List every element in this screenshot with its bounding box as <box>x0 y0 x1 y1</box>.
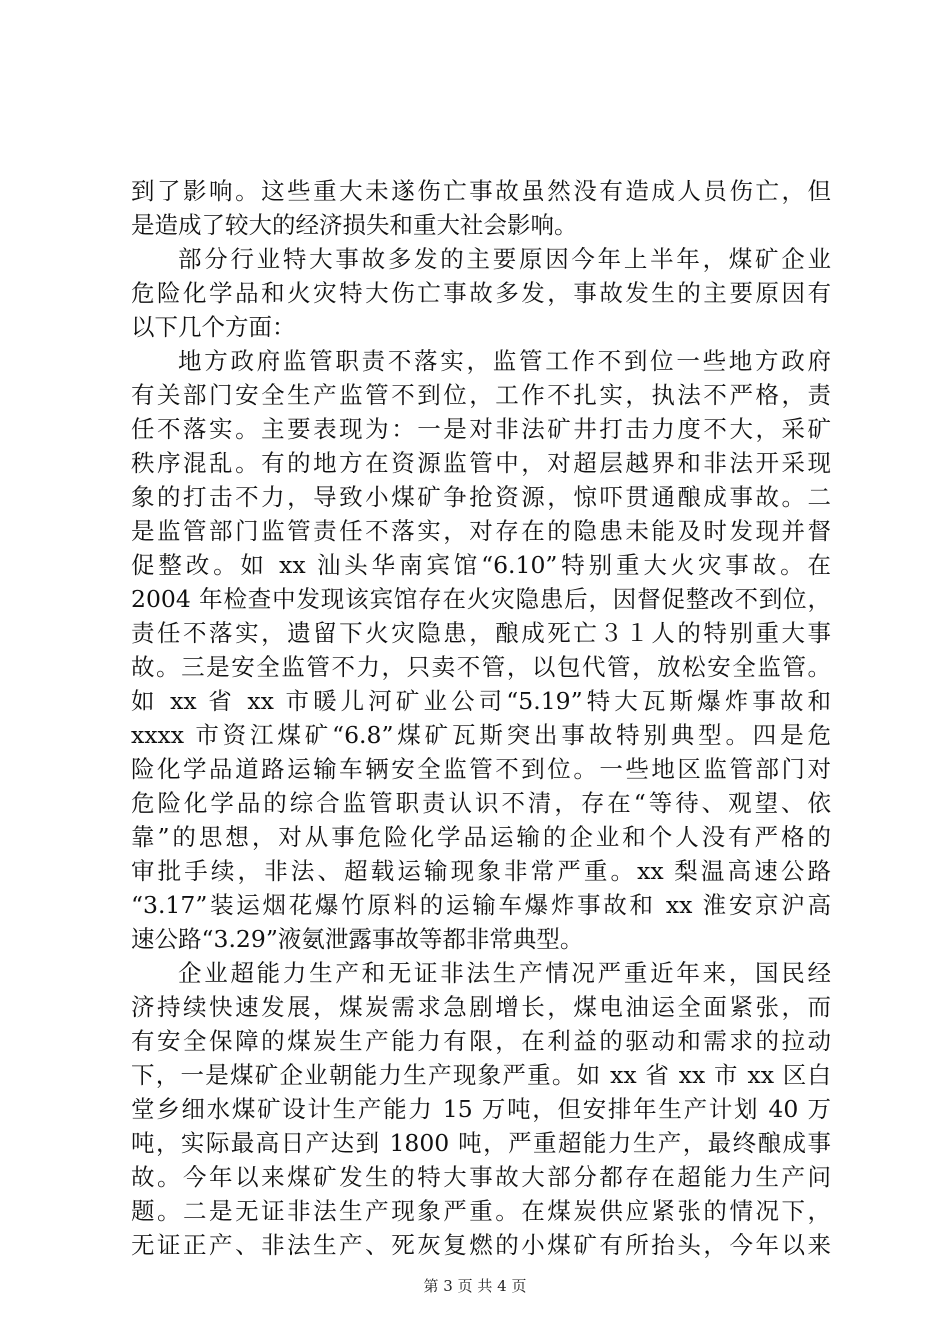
text-line: 责任不落实，遗留下火灾隐患，酿成死亡３１人的特别重大事 <box>131 619 831 647</box>
text-line: 堂乡细水煤矿设计生产能力 15 万吨，但安排年生产计划 40 万 <box>131 1095 831 1123</box>
document-body <box>131 174 831 1262</box>
paragraph-start-line: 地方政府监管职责不落实，监管工作不到位一些地方政府 <box>178 347 831 375</box>
text-line: 故。今年以来煤矿发生的特大事故大部分都存在超能力生产问 <box>131 1163 831 1191</box>
text-line: 故。三是安全监管不力，只卖不管，以包代管，放松安全监管。 <box>131 653 831 681</box>
text-line: 象的打击不力，导致小煤矿争抢资源，惊吓贯通酿成事故。二 <box>131 483 831 511</box>
text-line: 下，一是煤矿企业朝能力生产现象严重。如 xx 省 xx 市 xx 区白 <box>131 1061 831 1089</box>
text-line: 是监管部门监管责任不落实，对存在的隐患未能及时发现并督 <box>131 517 831 545</box>
text-line: 审批手续，非法、超载运输现象非常严重。xx 梨温高速公路 <box>131 857 831 885</box>
text-line: 危险化学品的综合监管职责认识不清，存在“等待、观望、依 <box>131 789 831 817</box>
text-line: 是造成了较大的经济损失和重大社会影响。 <box>131 211 578 239</box>
text-line: 任不落实。主要表现为：一是对非法矿井打击力度不大，采矿 <box>131 415 831 443</box>
text-line: 2004 年检查中发现该宾馆存在火灾隐患后，因督促整改不到位， <box>131 585 831 613</box>
text-line: 靠”的思想，对从事危险化学品运输的企业和个人没有严格的 <box>131 823 831 851</box>
text-line: 题。二是无证非法生产现象严重。在煤炭供应紧张的情况下， <box>131 1197 831 1225</box>
paragraph-start-line: 部分行业特大事故多发的主要原因今年上半年，煤矿企业 <box>178 245 831 273</box>
text-line: 险化学品道路运输车辆安全监管不到位。一些地区监管部门对 <box>131 755 831 783</box>
text-line: xxxx 市资江煤矿“6.8”煤矿瓦斯突出事故特别典型。四是危 <box>131 721 831 749</box>
text-line: 有安全保障的煤炭生产能力有限，在利益的驱动和需求的拉动 <box>131 1027 831 1055</box>
text-line: 济持续快速发展，煤炭需求急剧增长，煤电油运全面紧张，而 <box>131 993 831 1021</box>
text-line: 到了影响。这些重大未遂伤亡事故虽然没有造成人员伤亡，但 <box>131 177 831 205</box>
text-line: 速公路“3.29”液氨泄露事故等都非常典型。 <box>131 925 584 953</box>
text-line: 无证正产、非法生产、死灰复燃的小煤矿有所抬头，今年以来 <box>131 1231 831 1259</box>
paragraph-start-line: 企业超能力生产和无证非法生产情况严重近年来，国民经 <box>178 959 831 987</box>
text-line: “3.17”装运烟花爆竹原料的运输车爆炸事故和 xx 淮安京沪高 <box>131 891 831 919</box>
text-line: 秩序混乱。有的地方在资源监管中，对超层越界和非法开采现 <box>131 449 831 477</box>
page-number-footer: 第 3 页 共 4 页 <box>423 1277 527 1295</box>
text-line: 促整改。如 xx 汕头华南宾馆“6.10”特别重大火灾事故。在 <box>131 551 831 579</box>
text-line: 吨，实际最高日产达到 1800 吨，严重超能力生产，最终酿成事 <box>131 1129 831 1157</box>
text-line: 危险化学品和火灾特大伤亡事故多发，事故发生的主要原因有 <box>131 279 831 307</box>
text-line: 如 xx 省 xx 市暖儿河矿业公司“5.19”特大瓦斯爆炸事故和 <box>131 687 831 715</box>
text-line: 以下几个方面： <box>131 313 296 341</box>
text-line: 有关部门安全生产监管不到位，工作不扎实，执法不严格，责 <box>131 381 831 409</box>
